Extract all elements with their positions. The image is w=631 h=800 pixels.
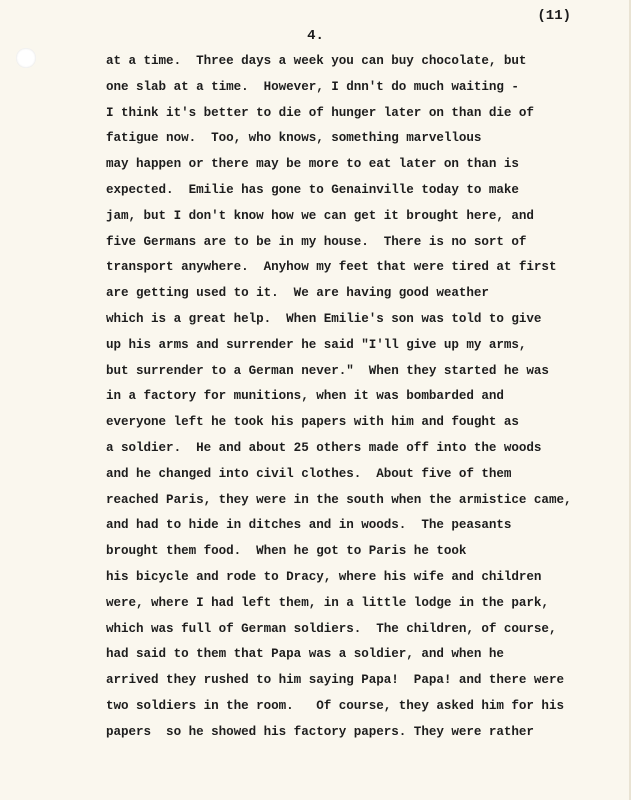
text-line: which was full of German soldiers. The children, of course, bbox=[106, 621, 557, 636]
text-line: and had to hide in ditches and in woods. The peasants bbox=[106, 518, 512, 533]
text-line: transport anywhere. Anyhow my feet that were tired at first bbox=[106, 260, 557, 275]
body-text bbox=[106, 49, 616, 746]
text-line: reached Paris, they were in the south when the armistice came, bbox=[106, 492, 572, 507]
text-line: jam, but I don't know how we can get it brought here, and bbox=[106, 208, 534, 223]
text-line: had said to them that Papa was a soldier, and when he bbox=[106, 647, 504, 662]
text-line: brought them food. When he got to Paris he took bbox=[106, 544, 467, 559]
text-line: may happen or there may be more to eat later on than is bbox=[106, 157, 519, 172]
text-line: everyone left he took his papers with him and fought as bbox=[106, 415, 519, 430]
text-line: at a time. Three days a week you can buy chocolate, but bbox=[106, 54, 527, 68]
text-line: his bicycle and rode to Dracy, where his wife and children bbox=[106, 569, 542, 584]
page-number: 4. bbox=[307, 28, 324, 44]
text-line: two soldiers in the room. Of course, they asked him for his bbox=[106, 698, 564, 713]
text-line: arrived they rushed to him saying Papa! Papa! and there were bbox=[106, 673, 564, 688]
text-line: and he changed into civil clothes. About five of them bbox=[106, 466, 512, 481]
text-line: which is a great help. When Emilie's son was told to give bbox=[106, 311, 542, 326]
text-line: expected. Emilie has gone to Genainville today to make bbox=[106, 182, 519, 197]
folio-number: (11) bbox=[537, 8, 571, 24]
text-line: papers so he showed his factory papers. They were rather bbox=[106, 724, 534, 739]
text-line: but surrender to a German never." When they started he was bbox=[106, 363, 549, 378]
text-line: are getting used to it. We are having good weather bbox=[106, 286, 489, 301]
text-line: up his arms and surrender he said "I'll give up my arms, bbox=[106, 337, 527, 352]
text-line: were, where I had left them, in a little lodge in the park, bbox=[106, 595, 549, 610]
text-line: in a factory for munitions, when it was bombarded and bbox=[106, 389, 504, 404]
text-line: a soldier. He and about 25 others made off into the woods bbox=[106, 440, 542, 455]
text-line: fatigue now. Too, who knows, something marvellous bbox=[106, 131, 482, 146]
text-line: five Germans are to be in my house. There is no sort of bbox=[106, 234, 527, 249]
text-line: one slab at a time. However, I dnn't do much waiting - bbox=[106, 79, 519, 94]
punch-hole bbox=[16, 48, 36, 68]
text-line: I think it's better to die of hunger later on than die of bbox=[106, 105, 534, 120]
